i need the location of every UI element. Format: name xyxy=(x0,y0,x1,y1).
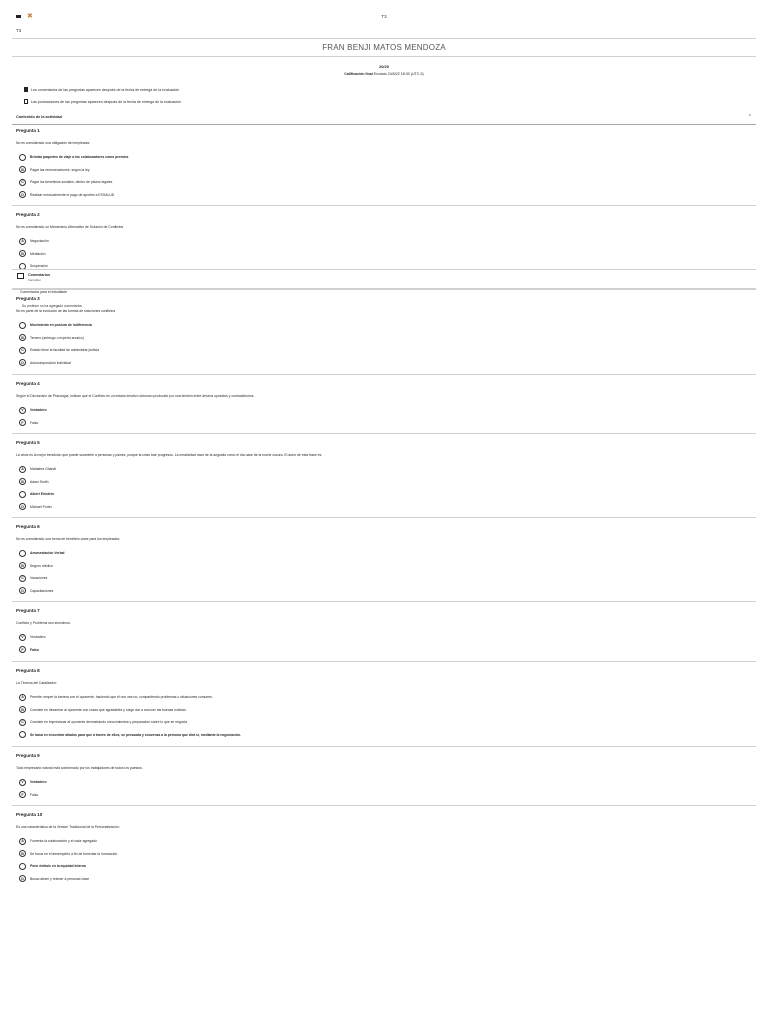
option-label: Falso xyxy=(30,647,39,652)
divider xyxy=(12,517,756,518)
question-title: Pregunta 5 xyxy=(16,440,40,445)
option-bubble[interactable]: B xyxy=(19,562,26,569)
answer-option[interactable] xyxy=(16,476,752,489)
option-label: Falso xyxy=(30,792,39,797)
comments-text: Su profesor no ha agregado comentarios xyxy=(22,304,82,308)
option-bubble[interactable] xyxy=(19,863,26,870)
answer-option[interactable] xyxy=(16,547,752,560)
option-bubble[interactable]: D xyxy=(19,359,26,366)
option-label: Vacaciones xyxy=(30,576,48,581)
question-4 xyxy=(16,381,752,429)
divider xyxy=(12,601,756,602)
question-title: Pregunta 3 xyxy=(16,296,40,301)
answer-option[interactable] xyxy=(16,789,752,802)
answer-option[interactable] xyxy=(16,404,752,417)
option-bubble[interactable]: B xyxy=(19,850,26,857)
option-bubble[interactable] xyxy=(19,731,26,738)
option-label: Verdadero xyxy=(30,635,46,640)
option-bubble[interactable]: B xyxy=(19,706,26,713)
option-label: Consiste en impresionar al oponente demostrando conocimientos y preparación sobre lo que se negocia. xyxy=(30,720,188,725)
divider xyxy=(12,56,756,57)
option-bubble[interactable]: C xyxy=(19,719,26,726)
option-bubble[interactable]: C xyxy=(19,347,26,354)
option-label: Pagar las remuneraciones, según la ley xyxy=(30,167,90,172)
close-icon[interactable]: ✖ xyxy=(27,13,33,20)
option-bubble[interactable]: D xyxy=(19,191,26,198)
top-bar xyxy=(0,0,768,36)
option-bubble[interactable]: A xyxy=(19,466,26,473)
note-comments xyxy=(24,87,179,92)
answer-option[interactable] xyxy=(16,332,752,345)
option-label: Verdadero xyxy=(30,780,47,785)
question-text: Conflicto y Problema son sinónimos. xyxy=(16,621,71,625)
answer-option[interactable] xyxy=(16,873,752,886)
note-text: Las puntuaciones de las preguntas aparecen después de la fecha de entrega de la evaluación xyxy=(31,99,182,104)
option-bubble[interactable]: F xyxy=(19,791,26,798)
question-6 xyxy=(16,524,752,597)
option-bubble[interactable]: B xyxy=(19,250,26,257)
answer-option[interactable] xyxy=(16,631,752,644)
option-bubble[interactable] xyxy=(19,322,26,329)
comments-heading: Comentarios para el estudiante xyxy=(20,290,68,294)
answer-option[interactable] xyxy=(16,176,752,189)
option-label: Michael Porter xyxy=(30,504,52,509)
option-bubble[interactable]: F xyxy=(19,419,26,426)
comments-title: Comentarios xyxy=(28,273,50,277)
option-label: Mediación xyxy=(30,251,46,256)
option-bubble[interactable]: C xyxy=(19,179,26,186)
answer-option[interactable] xyxy=(16,704,752,717)
option-bubble[interactable]: V xyxy=(19,779,26,786)
note-scores xyxy=(24,99,181,104)
answer-option[interactable] xyxy=(16,585,752,598)
answer-option[interactable] xyxy=(16,319,752,332)
answer-option[interactable] xyxy=(16,691,752,704)
tab-title: T3 xyxy=(381,14,387,19)
comments-edit-link[interactable]: Ver/editar xyxy=(28,278,41,282)
divider xyxy=(12,38,756,39)
divider xyxy=(12,661,756,662)
answer-option[interactable] xyxy=(16,560,752,573)
answer-option[interactable] xyxy=(16,189,752,202)
answer-option[interactable] xyxy=(16,488,752,501)
answer-option[interactable] xyxy=(16,729,752,742)
answer-option[interactable] xyxy=(16,716,752,729)
option-label: Se basa en encontrar aliados para que a través de ellos, se persuada y convenza a la persona que dirá sí, mediante la negociación. xyxy=(30,732,242,737)
option-bubble[interactable]: A xyxy=(19,238,26,245)
option-label: Suspensión xyxy=(30,264,48,269)
answer-option[interactable] xyxy=(16,151,752,164)
answer-option[interactable] xyxy=(16,860,752,873)
answer-option[interactable] xyxy=(16,501,752,514)
option-label: Autocomposición individual xyxy=(30,360,71,365)
option-label: Pone énfasis en la equidad interna xyxy=(30,864,86,869)
answer-option[interactable] xyxy=(16,417,752,430)
option-label: Albert Einstein xyxy=(30,492,54,497)
document-icon xyxy=(24,99,28,104)
answer-option[interactable] xyxy=(16,357,752,370)
option-bubble[interactable]: B xyxy=(19,166,26,173)
option-label: Amonestación Verbal xyxy=(30,551,65,556)
question-title: Pregunta 1 xyxy=(16,128,40,133)
divider xyxy=(12,205,756,206)
question-text: No es parte de la evolución de las formas de soluciones conflictos xyxy=(16,309,116,313)
option-label: Fomenta la colaboración y el valor agregado xyxy=(30,839,97,844)
question-7 xyxy=(16,608,752,656)
option-bubble[interactable]: V xyxy=(19,634,26,641)
option-bubble[interactable]: B xyxy=(19,334,26,341)
grade-label: Calificación final xyxy=(344,72,373,76)
option-label: Se focus en el desempeño a fin de fomentar la innovación xyxy=(30,851,118,856)
question-3 xyxy=(16,296,752,369)
option-label: Negociación xyxy=(30,239,49,244)
question-text: La Técnica del Catalizador: xyxy=(16,681,58,685)
section-header[interactable] xyxy=(16,115,752,119)
answer-option[interactable] xyxy=(16,164,752,177)
answer-option[interactable] xyxy=(16,835,752,848)
option-label: Tercero (arriesgo o experto arcaico) xyxy=(30,335,84,340)
page-title: T3 xyxy=(16,28,22,33)
option-label: Movimiento en pos/ura de indiferencia xyxy=(30,323,92,328)
question-title: Pregunta 2 xyxy=(16,212,40,217)
question-text: Todo empresario natural está conformado por los trabajadores de todos los puestos. xyxy=(16,766,143,770)
option-bubble[interactable] xyxy=(19,491,26,498)
section-title: Contenido de la actividad xyxy=(16,115,62,119)
answer-option[interactable] xyxy=(16,776,752,789)
option-bubble[interactable]: V xyxy=(19,407,26,414)
question-title: Pregunta 9 xyxy=(16,753,40,758)
option-bubble[interactable] xyxy=(19,154,26,161)
question-2 xyxy=(16,212,752,273)
option-bubble[interactable]: D xyxy=(19,503,26,510)
question-title: Pregunta 6 xyxy=(16,524,40,529)
question-1 xyxy=(16,128,752,201)
grade-line xyxy=(0,72,768,76)
question-text: La crisis es la mejor bendición que puede sucederle a personas y países, porque la crisis trae progresos. La creatividad nace de la angustia como el día nace de la noche oscura. El autor de esta frase es: xyxy=(16,453,323,457)
question-10 xyxy=(16,812,752,885)
option-label: Consiste en desarmar al oponente con cosas que agradables y luego dar a conocer las buenas noticias. xyxy=(30,707,187,712)
student-name: FRAN BENJI MATOS MENDOZA xyxy=(322,43,446,52)
divider xyxy=(12,289,756,290)
option-label: Permite romper la barrera con el oponente, haciendo que él nos vea no, compartiendo problemas o situaciones comunes. xyxy=(30,695,213,700)
answer-option[interactable] xyxy=(16,463,752,476)
question-title: Pregunta 10 xyxy=(16,812,43,817)
option-bubble[interactable]: A xyxy=(19,694,26,701)
option-label: Capacitaciones xyxy=(30,588,54,593)
question-8 xyxy=(16,668,752,741)
comment-icon xyxy=(24,87,28,92)
comments-panel[interactable] xyxy=(12,269,756,289)
answer-option[interactable] xyxy=(16,248,752,261)
comments-icon xyxy=(17,273,24,279)
answer-option[interactable] xyxy=(16,644,752,657)
chevron-up-icon[interactable]: ⌃ xyxy=(747,114,752,120)
divider xyxy=(12,124,756,125)
answer-option[interactable] xyxy=(16,235,752,248)
score: 20/20 xyxy=(378,64,389,69)
divider xyxy=(12,746,756,747)
question-title: Pregunta 8 xyxy=(16,668,40,673)
option-label: Mahatma Ghandi xyxy=(30,467,57,472)
option-label: Seguro médico xyxy=(30,563,53,568)
divider xyxy=(12,433,756,434)
answer-option[interactable] xyxy=(16,572,752,585)
option-label: Estado tiene la facultad de administrar justicia xyxy=(30,348,99,353)
question-text: No es considerado una obligación del empleador. xyxy=(16,141,91,145)
option-label: Brindar paquetes de viaje a los colaboradores como premios xyxy=(30,155,129,160)
option-bubble[interactable]: B xyxy=(19,478,26,485)
question-5 xyxy=(16,440,752,513)
option-label: Busca atraer y retener a personal clave xyxy=(30,876,90,881)
question-9 xyxy=(16,753,752,801)
question-text: No es considerado un Mecanismo Alternativo de Solución de Conflictos xyxy=(16,225,124,229)
grade-detail: Enviado 24/5/22 18:30 (UTC-5) xyxy=(373,72,424,76)
option-bubble[interactable]: C xyxy=(19,575,26,582)
option-bubble[interactable]: D xyxy=(19,875,26,882)
answer-option[interactable] xyxy=(16,848,752,861)
divider xyxy=(12,374,756,375)
option-bubble[interactable]: F xyxy=(19,646,26,653)
option-label: Verdadero xyxy=(30,408,47,413)
question-title: Pregunta 7 xyxy=(16,608,40,613)
option-label: Realizar mensualmente el pago de aportes a ESSALUD xyxy=(30,192,115,197)
question-text: Según el Diccionario de Psicología, indican que el Conflicto es un estado emotivo doloroso producido por una tensión entre deseos opuestos y contradictorios. xyxy=(16,394,255,398)
note-text: Los comentarios de las preguntas aparecen después de la fecha de entrega de la evaluación xyxy=(31,87,180,92)
option-label: Adam Smith xyxy=(30,479,49,484)
option-bubble[interactable]: A xyxy=(19,838,26,845)
option-bubble[interactable]: D xyxy=(19,587,26,594)
answer-option[interactable] xyxy=(16,344,752,357)
question-title: Pregunta 4 xyxy=(16,381,40,386)
option-label: Pagar los beneficios sociales, dentro de plazos legales xyxy=(30,180,113,185)
option-bubble[interactable] xyxy=(19,550,26,557)
question-text: No es considerado una forma de beneficio clave para los empleados: xyxy=(16,537,121,541)
option-label: Falso xyxy=(30,420,39,425)
divider xyxy=(12,805,756,806)
question-text: Es una característica de la Versión Tradicional de la Personalización: xyxy=(16,825,120,829)
